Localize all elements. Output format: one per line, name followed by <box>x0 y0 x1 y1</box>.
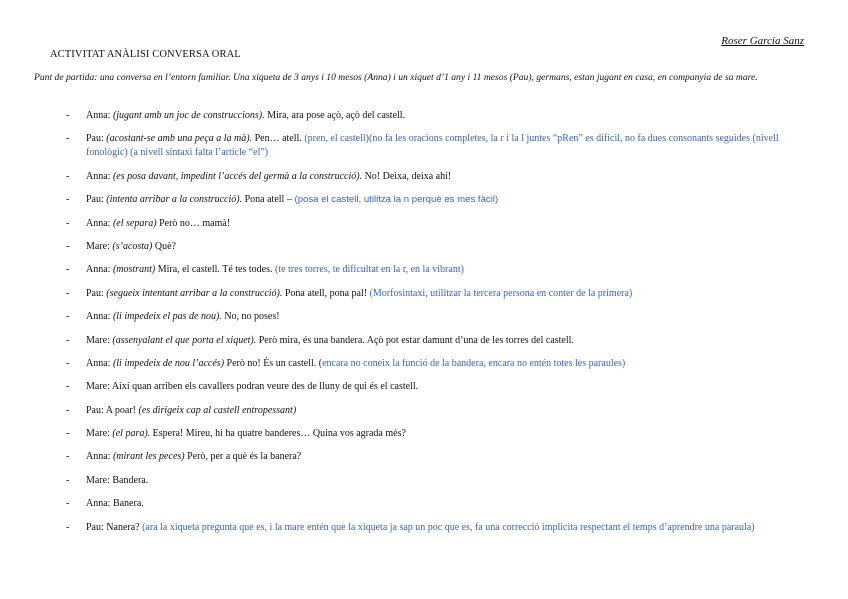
analysis-note: (te tres torres, te dificultat en la r, en la vibrant) <box>272 264 464 276</box>
stage-direction: (es dirigeix cap al castell entropessant) <box>138 404 297 416</box>
dialogue-line: - Mare: Bandera. <box>66 474 149 486</box>
dialogue-line: - Anna: (li impedeix de nou l’accés) Però no! És un castell. (encara no coneix la funció de la bandera, encara no entén totes les paraules) <box>66 357 626 369</box>
stage-direction: (segueix intentant arribar a la construcció). <box>106 287 283 299</box>
utterance: Banera. <box>110 498 144 510</box>
stage-direction: (mirant les peces) <box>112 451 185 463</box>
analysis-note: (ara la xiqueta pregunta que es, i la mare entén que la xiqueta ja sap un poc que es, fa una correcció implícita respectant el temps d’aprendre una paraula) <box>139 521 755 533</box>
analysis-note: (pren, el castell)(no fa les oracions completes, la r i la l juntes “pRen” es difícil, no fa dues consonants seguides (nivell fonològic) (a nivell sintaxi falta l’article “el”) <box>86 133 779 159</box>
utterance: Així quan arriben els cavallers podran veure des de lluny de qui és el castell. <box>109 381 419 393</box>
speaker: Pau: <box>86 521 104 533</box>
stage-direction: (acostant-se amb una peça a la mà). <box>106 133 253 145</box>
dialogue-line: - Anna: (es posa davant, impedint l’accés del germà a la construcció). No! Deixa, deixa ahí! <box>66 170 452 182</box>
utterance: Espera! Mireu, hi ha quatre banderes… Quina vos agrada més? <box>150 428 406 440</box>
speaker: Anna: <box>86 451 111 463</box>
dialogue-line: - Anna: (li impedeix el pas de nou). No, no poses! <box>66 311 280 323</box>
speaker: Pau: <box>86 133 104 145</box>
dialogue-line: - Pau: A poar! (es dirigeix cap al castell entropessant) <box>66 404 297 416</box>
dialogue-line: - Mare: (el para). Espera! Mireu, hi ha quatre banderes… Quina vos agrada més? <box>66 428 406 440</box>
speaker: Anna: <box>86 264 111 276</box>
dialogue-line: - Pau: (segueix intentant arribar a la construcció). Pona atell, pona pal! (Morfosintaxi, utilitzar la tercera persona en conter de la primera) <box>66 287 633 299</box>
stage-direction: (el separa) <box>112 217 157 229</box>
dialogue-line: - Pau: (acostant-se amb una peça a la mà). Pen… atell. (pren, el castell)(no fa les oracions completes, la r i la l juntes “pRen” es difícil, no fa dues consonants seguides (nivell fonològic) (a nivell sintaxi falta l’article “el”) <box>66 133 779 159</box>
speaker: Mare: <box>86 474 110 486</box>
speaker: Anna: <box>86 217 111 229</box>
utterance: Però, per a què és la banera? <box>184 451 302 463</box>
utterance: Pona atell – <box>242 194 292 206</box>
dialogue-line: - Pau: (intenta arribar a la construcció). Pona atell – (posa el castell, utilitza la n perquè es mes fàcil) <box>66 194 499 206</box>
dialogue-line: - Anna: (mirant les peces) Però, per a què és la banera? <box>66 451 302 463</box>
dialogue-line: - Anna: (jugant amb un joc de construccions). Mira, ara pose açò, açò del castell. <box>66 110 406 121</box>
stage-direction: (intenta arribar a la construcció). <box>106 194 243 206</box>
utterance: Què? <box>152 240 176 252</box>
dialogue-line: - Anna: Banera. <box>66 498 144 510</box>
utterance: Però mira, és una bandera. Açò pot estar damunt d’una de les torres del castell. <box>256 334 574 346</box>
utterance: Però no! És un castell. ( <box>224 357 323 369</box>
utterance: Però no… mamà! <box>156 217 231 229</box>
stage-direction: (li impedeix de nou l’accés) <box>112 357 225 369</box>
dialogue-line: - Mare: (assenyalant el que porta el xiquet). Però mira, és una bandera. Açò pot estar damunt d’una de les torres del castell. <box>66 334 574 346</box>
dialogue-line: - Pau: Nanera? (ara la xiqueta pregunta que es, i la mare entén que la xiqueta ja sap un poc que es, fa una correcció implícita respectant el temps d’aprendre una paraula) <box>66 521 755 533</box>
speaker: Mare: <box>86 428 110 440</box>
author-name: Roser Garcia Sanz <box>721 35 804 47</box>
stage-direction: (s’acosta) <box>112 240 153 252</box>
utterance: Pona atell, pona pal! <box>282 287 368 299</box>
speaker: Anna: <box>86 110 111 121</box>
utterance: Nanera? <box>103 521 140 533</box>
dialogue-line: - Anna: (mostrant) Mira, el castell. Té tes todes. (te tres torres, te dificultat en la r, en la vibrant) <box>66 264 464 276</box>
stage-direction: (el para). <box>112 428 151 440</box>
utterance: A poar! <box>103 404 136 416</box>
intro-paragraph: Punt de partida: una conversa en l’entorn familiar. Una xiqueta de 3 anys i 10 mesos (Anna) i un xiquet d’1 any i 11 mesos (Pau), germans, estan jugant en casa, en companyia de sa mare. <box>34 72 758 83</box>
analysis-note: encara no coneix la funció de la bandera, encara no entén totes les paraules) <box>322 357 626 369</box>
stage-direction: (es posa davant, impedint l’accés del germà a la construcció). <box>112 170 363 182</box>
utterance: No, no poses! <box>221 311 280 323</box>
utterance: Mira, ara pose açò, açò del castell. <box>264 110 406 121</box>
speaker: Anna: <box>86 357 111 369</box>
speaker: Pau: <box>86 287 104 299</box>
utterance: No! Deixa, deixa ahí! <box>362 170 452 182</box>
dialogue-line: - Anna: (el separa) Però no… mamà! <box>66 217 231 229</box>
speaker: Mare: <box>86 381 110 393</box>
document-title: ACTIVITAT ANÀLISI CONVERSA ORAL <box>50 49 241 60</box>
stage-direction: (assenyalant el que porta el xiquet). <box>112 334 257 346</box>
stage-direction: (mostrant) <box>112 264 156 276</box>
speaker: Mare: <box>86 240 110 252</box>
utterance: Bandera. <box>109 474 149 486</box>
analysis-note: (posa el castell, utilitza la n perquè es mes fàcil) <box>291 194 499 206</box>
utterance: Pen… atell. <box>252 133 302 145</box>
speaker: Pau: <box>86 194 104 206</box>
speaker: Anna: <box>86 311 111 323</box>
speaker: Pau: <box>86 404 104 416</box>
speaker: Anna: <box>86 498 111 510</box>
dialogue-line: - Mare: Així quan arriben els cavallers podran veure des de lluny de qui és el castell. <box>66 381 419 393</box>
dialogue-line: - Mare: (s’acosta) Què? <box>66 240 176 252</box>
utterance: Mira, el castell. Té tes todes. <box>155 264 273 276</box>
stage-direction: (jugant amb un joc de construccions). <box>112 110 265 121</box>
speaker: Anna: <box>86 170 111 182</box>
speaker: Mare: <box>86 334 110 346</box>
analysis-note: (Morfosintaxi, utilitzar la tercera persona en conter de la primera) <box>367 287 633 299</box>
dialogue-list <box>66 109 806 544</box>
stage-direction: (li impedeix el pas de nou). <box>112 311 222 323</box>
